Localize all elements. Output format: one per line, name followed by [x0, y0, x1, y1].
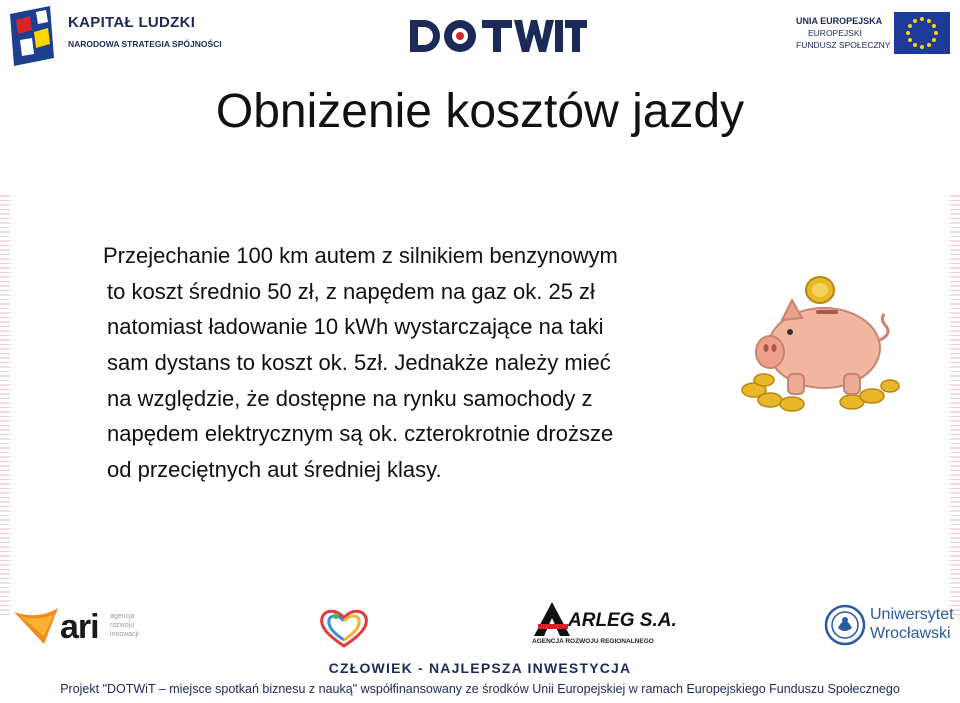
- eu-logo-line3: FUNDUSZ SPOŁECZNY: [796, 40, 891, 50]
- kapital-ludzki-emblem-icon: [10, 6, 62, 66]
- kapital-ludzki-subtitle: NARODOWA STRATEGIA SPÓJNOŚCI: [68, 39, 222, 49]
- body-line: natomiast ładowanie 10 kWh wystarczające na taki: [107, 314, 604, 340]
- body-line: na względzie, że dostępne na rynku samochody z: [107, 385, 593, 411]
- ari-swoosh-icon: [14, 606, 62, 646]
- ari-sub-line: agencja: [110, 613, 135, 620]
- ari-subtitle: [110, 612, 139, 639]
- decorative-border-right: [950, 195, 960, 615]
- arleg-emblem-icon: [534, 602, 570, 636]
- eu-social-fund-logo: [790, 12, 952, 58]
- kapital-ludzki-title: KAPITAŁ LUDZKI: [68, 14, 196, 31]
- university-name-line2: Wrocławski: [870, 625, 951, 642]
- eu-logo-line1: UNIA EUROPEJSKA: [796, 16, 883, 26]
- body-line: od przeciętnych aut średniej klasy.: [107, 457, 442, 483]
- university-name-line1: Uniwersytet: [870, 606, 954, 623]
- dotwit-logo: [408, 14, 588, 58]
- body-line: to koszt średnio 50 zł, z napędem na gaz ok. 25 zł: [107, 278, 595, 304]
- slide-title: Obniżenie kosztów jazdy: [215, 85, 745, 138]
- footer-project-line: Projekt "DOTWiT – miejsce spotkań biznesu z nauką" współfinansowany ze środków Unii Europejskiej w ramach Europejskiego Funduszu Społecznego: [60, 682, 900, 696]
- arleg-subtitle: AGENCJA ROZWOJU REGIONALNEGO: [532, 638, 654, 645]
- ari-sub-line: innowacji: [110, 631, 139, 638]
- piggy-bank-icon: [740, 270, 900, 420]
- arleg-wordmark: ARLEG S.A.: [568, 610, 677, 631]
- heart-logo-icon: [318, 606, 370, 648]
- eu-flag-icon: [894, 12, 950, 54]
- ari-wordmark: ari: [60, 608, 99, 646]
- ari-sub-line: rozwoju: [110, 622, 135, 629]
- eu-logo-line2: EUROPEJSKI: [808, 28, 862, 38]
- uniwersytet-wroclawski-logo: [824, 604, 954, 648]
- decorative-border-left: [0, 195, 10, 615]
- kapital-ludzki-logo: [10, 6, 220, 66]
- footer-slogan: CZŁOWIEK - NAJLEPSZA INWESTYCJA: [328, 660, 632, 676]
- university-seal-icon: [824, 604, 866, 646]
- body-line: Przejechanie 100 km autem z silnikiem benzynowym: [103, 243, 618, 268]
- slide-body-text: [103, 238, 747, 488]
- arleg-logo: [532, 602, 677, 648]
- body-line: napędem elektrycznym są ok. czterokrotnie droższe: [107, 421, 614, 447]
- ari-logo: [14, 606, 144, 650]
- body-line: sam dystans to koszt ok. 5zł. Jednakże należy mieć: [107, 350, 611, 376]
